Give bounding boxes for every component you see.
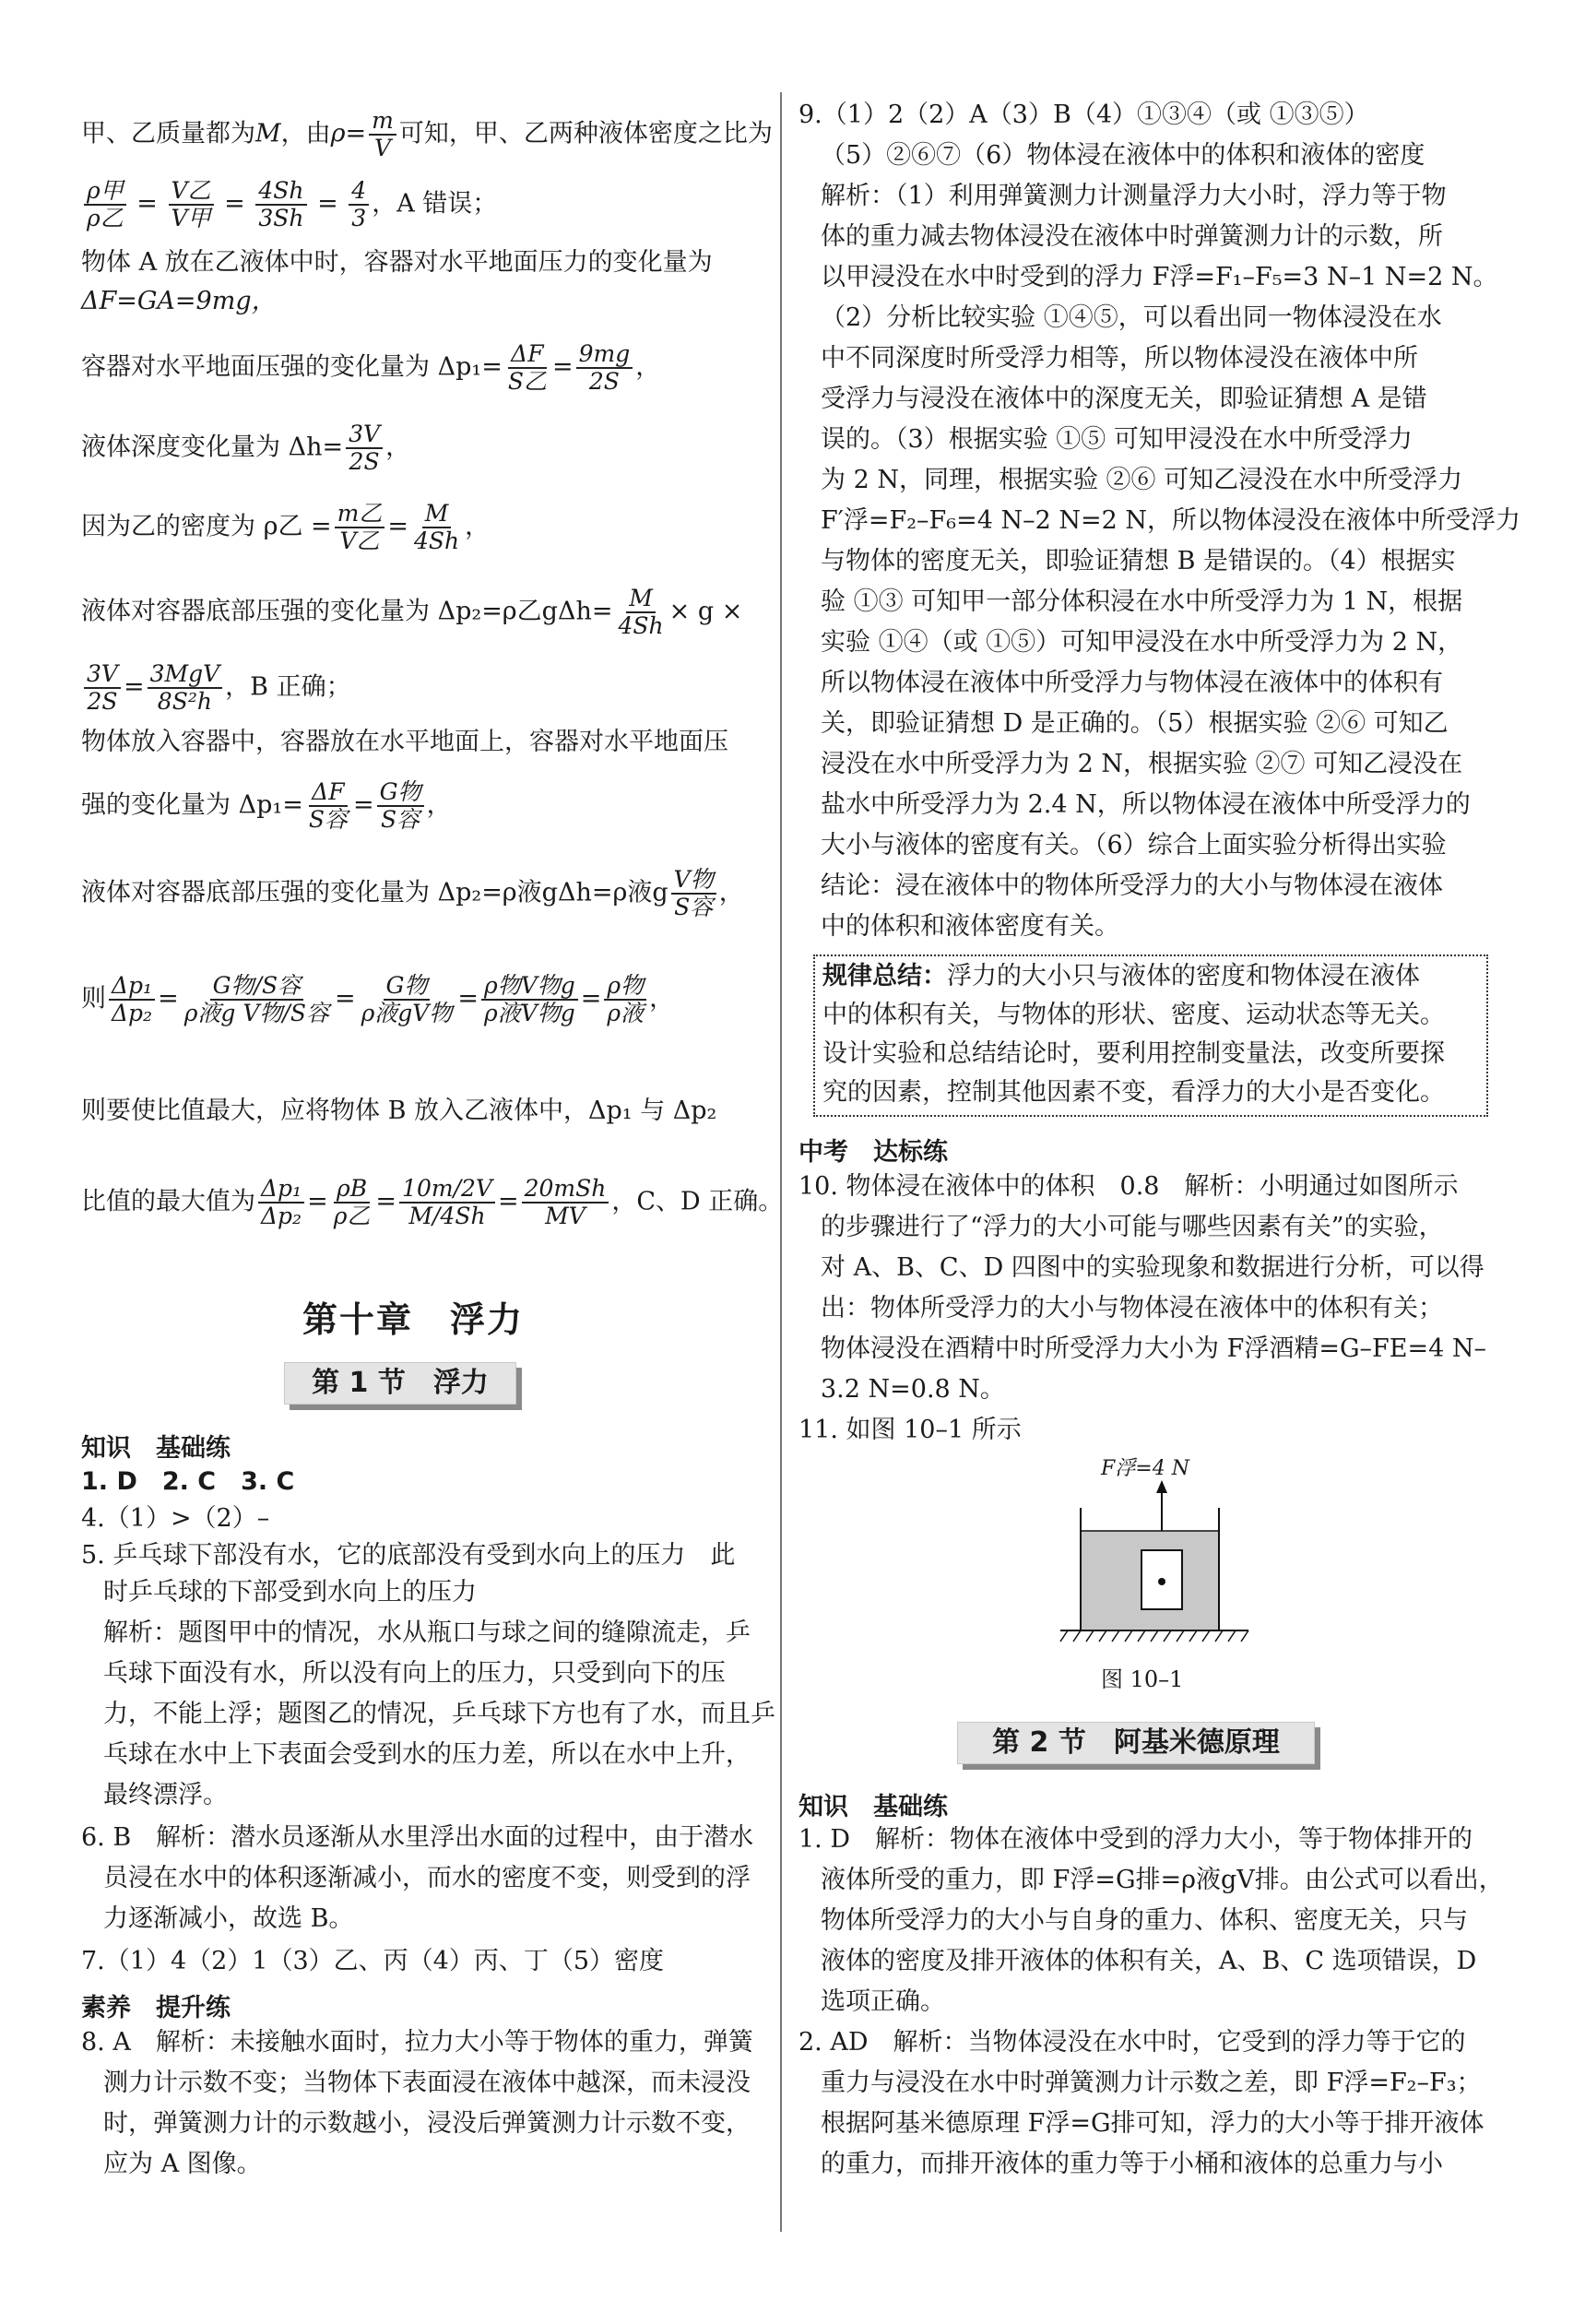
fraction: $\frac{\text{m乙}}{\text{V乙}}$ [335,501,385,554]
subsection-heading: 知识 基础练 [81,1434,231,1463]
text-line: 物体放入容器中，容器放在水平地面上，容器对水平地面压 [81,728,728,756]
answer-line: 液体所受的重力，即 F浮=G排=ρ液gV排。由公式可以看出， [821,1866,1504,1894]
answer-line: 时，弹簧测力计的示数越小，浸没后弹簧测力计示数不变， [103,2109,751,2138]
formula-line: 强的变化量为 Δp₁= $\frac{\Delta F}{\text{S容}}$ = $\frac{\text{G物}}{\text{S容}}$ ， [81,778,452,833]
fraction: $\frac{\text{3MgV}}{\text{8S²h}}$ [148,661,223,715]
answer-line: 解析：题图甲中的情况，水从瓶口与球之间的缝隙流走，乒 [103,1618,751,1647]
answer-line: 的重力，而排开液体的重力等于小桶和液体的总重力与小 [821,2150,1443,2178]
column-divider [780,92,782,2232]
answer-line: 力逐渐减小，故选 B。 [103,1904,354,1933]
rule-line: 中的体积有关，与物体的形状、密度、运动状态等无关。 [822,1001,1445,1029]
fraction: $\frac{\text{ρ物}}{\text{ρ液}}$ [604,973,646,1026]
fraction: $\frac{9mg}{2S}$ [576,341,633,395]
answer-line: 中的体积和液体密度有关。 [821,912,1119,941]
answer-line: F′浮=F₂–F₆=4 N–2 N=2 N，所以物体浸没在液体中所受浮力 [821,506,1521,535]
fraction: $\frac{\text{ρ物V物g}}{\text{ρ液V物g}}$ [481,973,578,1026]
fraction: $\frac{\Delta F}{\text{S容}}$ [308,778,348,833]
answer-line: 7.（1）4（2）1（3）乙、丙（4）丙、丁（5）密度 [81,1947,665,1975]
answer-line: 为 2 N，同理，根据实验 ②⑥ 可知乙浸没在水中所受浮力 [821,466,1463,494]
fraction: $\frac{\text{G物}}{\text{ρ液gV物}}$ [361,972,453,1026]
fraction: $\frac{10m/2V}{M/4Sh}$ [399,1176,495,1229]
subsection-heading: 中考 达标练 [798,1138,948,1167]
fraction: $\frac{3V}{2S}$ [346,421,383,475]
answer-line: 大小与液体的密度有关。（6）综合上面实验分析得出实验 [821,831,1447,860]
answer-line: 体的重力减去物体浸没在液体中时弹簧测力计的示数，所 [821,222,1443,251]
section-title: 第 2 节 阿基米德原理 [957,1722,1315,1764]
answer-line: 根据阿基米德原理 F浮=G排可知，浮力的大小等于排开液体 [821,2109,1484,2138]
answer-line: 实验 ①④（或 ①⑤）可知甲浸没在水中所受浮力为 2 N， [821,628,1463,657]
answer-line: 解析：（1）利用弹簧测力计测量浮力大小时，浮力等于物 [821,182,1447,210]
answer-line: 选项正确。 [821,1987,945,2016]
subsection-heading: 知识 基础练 [798,1793,948,1821]
formula-line: $\frac{\text{ρ甲}}{\text{ρ乙}}$ = $\frac{\text{V乙}}{\text{V甲}}$ = $\frac{4Sh}{3Sh}$ = $\frac{4}{3}$ ，A 错误； [81,178,497,231]
answer-line: 验 ①③ 可知甲一部分体积浸在水中所受浮力为 1 N，根据 [821,587,1463,616]
answer-line: 1. D 解析：物体在液体中受到的浮力大小，等于物体排开的 [798,1825,1473,1854]
answer-line: 物体所受浮力的大小与自身的重力、体积、密度无关，只与 [821,1906,1468,1935]
formula-line: 液体对容器底部压强的变化量为 Δp₂=ρ液gΔh=ρ液g $\frac{\text{V物}}{\text{S容}}$ ， [81,866,744,920]
answer-line: 最终漂浮。 [103,1781,228,1809]
answer-line: 员浸在水中的体积逐渐减小，而水的密度不变，则受到的浮 [103,1864,751,1892]
answer-line: 浸没在水中所受浮力为 2 N，根据实验 ②⑦ 可知乙浸没在 [821,750,1463,778]
answer-line: 液体的密度及排开液体的体积有关，A、B、C 选项错误，D [821,1947,1477,1975]
answer-line: 结论：浸在液体中的物体所受浮力的大小与物体浸在液体 [821,872,1443,900]
fraction: $\frac{M}{4Sh}$ [414,500,460,554]
text-line: 物体 A 放在乙液体中时，容器对水平地面压力的变化量为 [81,248,713,277]
answer-line: 关，即验证猜想 D 是正确的。（5）根据实验 ②⑥ 可知乙 [821,709,1449,738]
fraction: $\frac{\text{ρ甲}}{\text{ρ乙}}$ [84,178,126,231]
answer-line: 对 A、B、C、D 四图中的实验现象和数据进行分析，可以得 [821,1253,1484,1282]
text-line: ΔF=GA=9mg， [81,287,277,315]
answer-line: 5. 乒乓球下部没有水，它的底部没有受到水向上的压力 此 [81,1541,736,1570]
answer-line: 重力与浸没在水中时弹簧测力计示数之差，即 F浮=F₂–F₃； [821,2069,1482,2097]
rule-label: 规律总结： [822,962,947,990]
answer-line: 受浮力与浸没在液体中的深度无关，即验证猜想 A 是错 [821,385,1427,413]
arrow-head [1156,1480,1167,1493]
formula-line: 比值的最大值为 $\frac{\text{Δp₁}}{\text{Δp₂}}$ = $\frac{\rho B}{\text{ρ乙}}$ = $\frac{10m/2V}{M/4Sh}$ = $\frac{\text{20mSh}}{MV}$ ，C、D 正确。 [81,1175,784,1229]
fraction: $\frac{4}{3}$ [349,178,369,231]
answer-line: 测力计示数不变；当物体下表面浸在液体中越深，而未浸没 [103,2069,751,2097]
formula-line: 容器对水平地面压强的变化量为 Δp₁= $\frac{\Delta F}{\text{S乙}}$ = $\frac{9mg}{2S}$ ， [81,340,661,395]
fraction: $\frac{\Delta F}{\text{S乙}}$ [507,340,547,395]
answer-line: 物体浸没在酒精中时所受浮力大小为 F浮酒精=G–FE=4 N– [821,1334,1486,1363]
answer-line: 误的。（3）根据实验 ①⑤ 可知甲浸没在水中所受浮力 [821,425,1413,454]
answer-line: 应为 A 图像。 [103,2150,262,2178]
fraction: $\frac{\text{G物/S容}}{\text{ρ液g V物/S容}}$ [183,972,329,1026]
answer-line: 时乒乓球的下部受到水向上的压力 [103,1578,477,1607]
figure-caption: 图 10–1 [1101,1666,1184,1692]
answer-line: 10. 物体浸在液体中的体积 0.8 解析：小明通过如图所示 [798,1172,1459,1201]
answer-line: 6. B 解析：潜水员逐渐从水里浮出水面的过程中，由于潜水 [81,1823,754,1852]
answer-line: 乓球在水中上下表面会受到水的压力差，所以在水中上升， [103,1740,751,1769]
formula-line: 液体对容器底部压强的变化量为 Δp₂=ρ乙gΔh= $\frac{M}{4Sh}$ × g × [81,585,743,639]
answer-line: 3.2 N=0.8 N。 [821,1375,1005,1404]
answer-line: 4.（1）>（2）– [81,1504,270,1533]
section-title: 第 1 节 浮力 [284,1362,516,1405]
formula-line: $\frac{3V}{2S}$ = $\frac{\text{3MgV}}{\text{8S²h}}$ ，B 正确； [81,661,351,715]
answer-line: 的步骤进行了“浮力的大小可能与哪些因素有关”的实验， [821,1213,1444,1241]
ground-hatch [1060,1630,1248,1642]
answer-line: 2. AD 解析：当物体浸没在水中时，它受到的浮力等于它的 [798,2028,1466,2057]
rule-line: 究的因素，控制其他因素不变，看浮力的大小是否变化。 [822,1078,1445,1107]
fraction: $\frac{m}{V}$ [369,108,396,161]
fraction: $\frac{\rho B}{\text{ρ乙}}$ [333,1175,371,1229]
text-line: 甲、乙质量都为M，由ρ= $\frac{m}{V}$ 可知，甲、乙两种液体密度之比为 [81,107,773,161]
fraction: $\frac{\text{Δp₁}}{\text{Δp₂}}$ [109,973,155,1026]
answer-line: 以甲浸没在水中时受到的浮力 F浮=F₁–F₅=3 N–1 N=2 N。 [821,263,1498,291]
center-point [1158,1578,1165,1585]
fraction: $\frac{4Sh}{3Sh}$ [255,178,306,231]
fraction: $\frac{M}{4Sh}$ [618,585,664,639]
answer-line: 力，不能上浮；题图乙的情况，乒乓球下方也有了水，而且乒 [103,1700,775,1728]
answer-line: 1. D 2. C 3. C [81,1467,295,1496]
fraction: $\frac{\text{G物}}{\text{S容}}$ [377,779,424,833]
answer-line: 盐水中所受浮力为 2.4 N，所以物体浸在液体中所受浮力的 [821,790,1471,819]
subsection-heading: 素养 提升练 [81,1994,231,2022]
answer-line: 与物体的密度无关，即验证猜想 B 是错误的。（4）根据实 [821,547,1456,575]
figure-10-1 [1047,1480,1269,1655]
answer-line: 乓球下面没有水，所以没有向上的压力，只受到向下的压 [103,1659,726,1688]
fraction: $\frac{\text{V物}}{\text{S容}}$ [671,867,716,920]
rule-line: 规律总结：浮力的大小只与液体的密度和物体浸在液体 [822,962,1420,990]
text-line: 则要使比值最大，应将物体 B 放入乙液体中，Δp₁ 与 Δp₂ [81,1097,717,1125]
fraction: $\frac{3V}{2S}$ [84,661,121,715]
chapter-title: 第十章 浮力 [302,1299,525,1340]
answer-line: 9.（1）2（2）A（3）B（4）①③④（或 ①③⑤） [798,101,1369,129]
answer-line: （2）分析比较实验 ①④⑤，可以看出同一物体浸没在水 [821,303,1442,332]
answer-line: 11. 如图 10–1 所示 [798,1416,1022,1444]
answer-line: （5）②⑥⑦（6）物体浸在液体中的体积和液体的密度 [821,141,1425,170]
formula-line: 液体深度变化量为 Δh= $\frac{3V}{2S}$ ， [81,421,411,475]
answer-line: 所以物体浸在液体中所受浮力与物体浸在液体中的体积有 [821,669,1443,697]
fraction: $\frac{\text{20mSh}}{MV}$ [522,1176,609,1229]
rule-line: 设计实验和总结结论时，要利用控制变量法，改变所要探 [822,1039,1445,1068]
answer-line: 出：物体所受浮力的大小与物体浸在液体中的体积有关； [821,1294,1443,1322]
formula-line: 则 $\frac{\text{Δp₁}}{\text{Δp₂}}$ = $\frac{\text{G物/S容}}{\text{ρ液g V物/S容}}$ = $\frac{\text{G物}}{\text{ρ液gV物}}$ = $\frac{\text{ρ物V物g}}{\text{ρ液V物g}}$ = $\frac{\text{ρ物}}{\text{ρ液}}$ ， [81,972,675,1026]
fraction: $\frac{\text{Δp₁}}{\text{Δp₂}}$ [258,1176,304,1229]
answer-line: 中不同深度时所受浮力相等，所以物体浸没在液体中所 [821,344,1418,373]
formula-line: 因为乙的密度为 ρ乙 = $\frac{\text{m乙}}{\text{V乙}}$ = $\frac{M}{4Sh}$ ， [81,500,491,554]
answer-line: 8. A 解析：未接触水面时，拉力大小等于物体的重力，弹簧 [81,2028,753,2057]
fraction: $\frac{\text{V乙}}{\text{V甲}}$ [169,178,214,231]
figure-force-label: F浮=4 N [1101,1457,1189,1480]
